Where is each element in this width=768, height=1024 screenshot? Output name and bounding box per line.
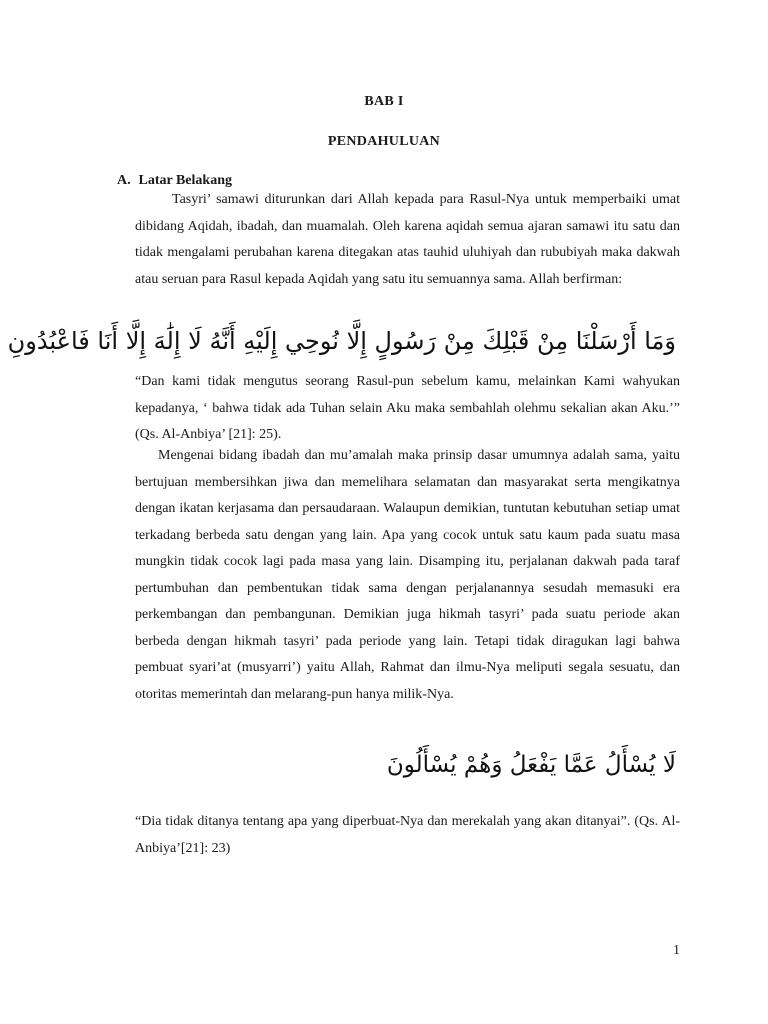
arabic-verse-1: وَمَا أَرْسَلْنَا مِنْ قَبْلِكَ مِنْ رَسُولٍ إِلَّا نُوحِي إِلَيْهِ أَنَّهُ لَا إِلَٰهَ إِلَّا أَنَا فَاعْبُدُونِ (7, 327, 676, 355)
paragraph-intro (135, 187, 680, 293)
chapter-title: PENDAHULUAN (327, 134, 441, 149)
verse-translation-1 (135, 369, 680, 449)
arabic-verse-2: لَا يُسْأَلُ عَمَّا يَفْعَلُ وَهُمْ يُسْأَلُونَ (386, 752, 676, 778)
page-number: 1 (673, 943, 680, 958)
section-number: A. (117, 173, 131, 188)
paragraph-text: Tasyri’ samawi diturunkan dari Allah kepada para Rasul-Nya untuk memperbaiki umat dibidang Aqidah, ibadah, dan muamalah. Oleh karena aqidah semua ajaran samawi itu satu dan tidak mengalami perubahan karena ditegakan atas tauhid uluhiyah dan rububiyah maka dakwah atau seruan para Rasul kepada Aqidah yang satu itu semuannya sama. Allah berfirman: (135, 192, 680, 287)
section-title: Latar Belakang (138, 173, 232, 188)
paragraph-ibadah (135, 443, 680, 708)
translation-text: “Dia tidak ditanya tentang apa yang diperbuat-Nya dan merekalah yang akan ditanyai”. (Qs. Al-Anbiya’[21]: 23) (135, 814, 680, 856)
translation-text: “Dan kami tidak mengutus seorang Rasul-pun sebelum kamu, melainkan Kami wahyukan kepadanya, ‘ bahwa tidak ada Tuhan selain Aku maka sembahlah olehmu sekalian akan Aku.’” (Qs. Al-Anbiya’ [21]: 25). (135, 374, 680, 442)
verse-translation-2 (135, 809, 680, 862)
paragraph-text: Mengenai bidang ibadah dan mu’amalah maka prinsip dasar umumnya adalah sama, yaitu bertujuan membersihkan jiwa dan memelihara selamatan dan masyarakat serta mengikatnya dengan ikatan kerjasama dan persaudaraan. Walaupun demikian, tuntutan kebutuhan setiap umat terkadang berbeda satu dengan yang lain. Apa yang cocok untuk satu kaum pada suatu masa mungkin tidak cocok lagi pada masa yang lain. Disamping itu, perjalanan dakwah pada taraf pertumbuhan dan pembentukan tidak sama dengan perjalanannya sesudah memasuki era perkembangan dan pembangunan. Demikian juga hikmah tasyri’ pada suatu periode akan berbeda dengan hikmah tasyri’ pada periode yang lain. Tetapi tidak diragukan lagi bahwa pembuat syari’at (musyarri’) yaitu Allah, Rahmat dan ilmu-Nya meliputi segala sesuatu, dan otoritas memerintah dan melarang-pun hanya milik-Nya. (135, 448, 680, 702)
chapter-heading: BAB I (364, 94, 404, 109)
